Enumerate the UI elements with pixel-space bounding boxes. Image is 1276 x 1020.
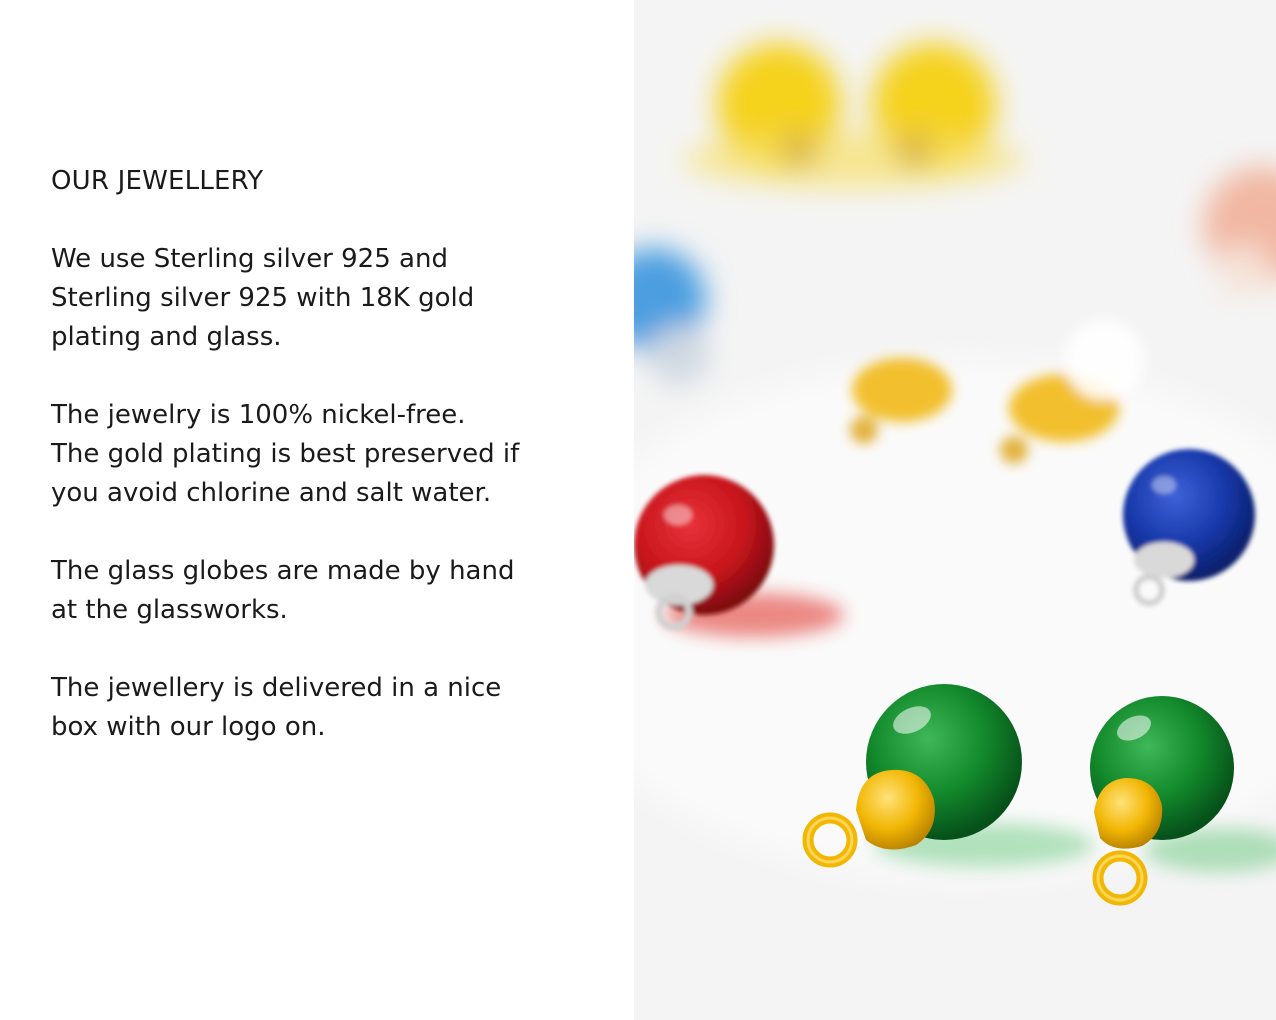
glass-charms-illustration [634, 0, 1276, 1020]
packaging-paragraph: The jewellery is delivered in a nice box with our logo on. [51, 673, 502, 742]
section-heading: OUR JEWELLERY [51, 166, 264, 196]
jewellery-info [51, 162, 591, 786]
care-paragraph: The jewelry is 100% nickel-free. The gold plating is best preserved if you avoid chlorine and salt water. [51, 400, 520, 508]
materials-paragraph: We use Sterling silver 925 and Sterling silver 925 with 18K gold plating and glass. [51, 244, 475, 352]
product-photo [634, 0, 1276, 1020]
handmade-paragraph: The glass globes are made by hand at the glassworks. [51, 556, 515, 625]
text-panel [0, 0, 634, 1020]
